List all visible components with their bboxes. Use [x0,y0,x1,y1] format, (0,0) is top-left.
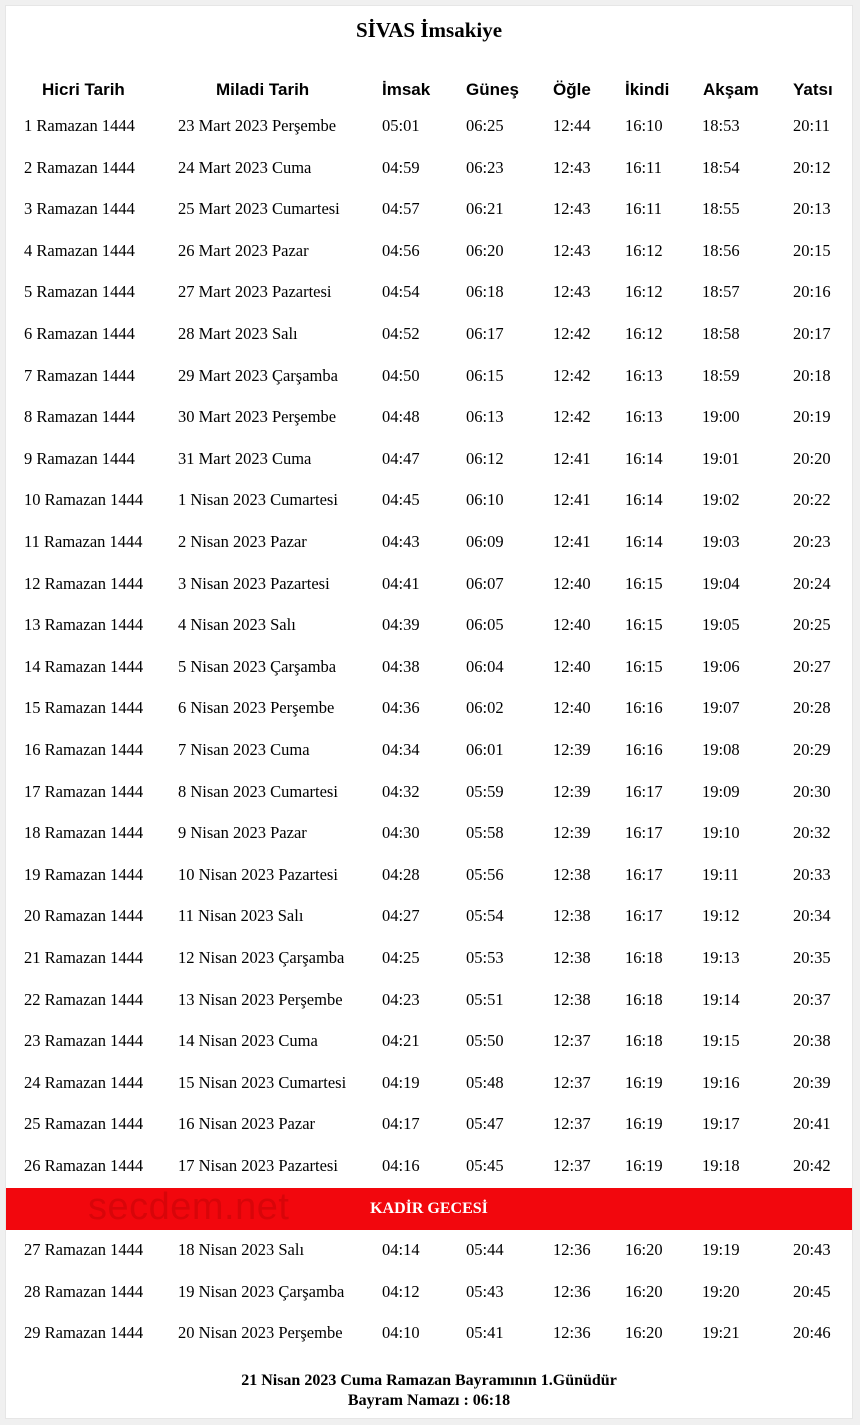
cell-gunes: 06:02 [466,698,504,718]
cell-aksam: 19:09 [702,781,740,801]
cell-yatsi: 20:16 [793,282,831,302]
cell-imsak: 04:47 [382,448,420,468]
cell-hicri-tarih: 21 Ramazan 1444 [24,948,144,967]
cell-aksam: 19:18 [702,1156,740,1175]
cell-miladi-tarih: 9 Nisan 2023 Pazar [178,823,307,843]
cell-yatsi: 20:35 [793,948,831,967]
cell-miladi-tarih: 19 Nisan 2023 Çarşamba [178,1281,345,1301]
cell-aksam: 19:01 [702,448,740,468]
cell-imsak: 04:32 [382,781,420,801]
page-title: SİVAS İmsakiye [355,18,503,42]
cell-hicri-tarih: 11 Ramazan 1444 [24,532,143,551]
cell-miladi-tarih: 18 Nisan 2023 Salı [178,1240,305,1259]
cell-hicri-tarih: 18 Ramazan 1444 [24,823,144,843]
cell-imsak: 04:52 [382,324,420,343]
cell-ikindi: 16:19 [625,1072,663,1092]
cell-ogle: 12:38 [553,906,591,926]
table-row [6,148,852,190]
table-row [6,272,852,314]
cell-miladi-tarih: 4 Nisan 2023 Salı [178,615,296,635]
cell-ogle: 12:39 [553,740,591,759]
table-row [6,1063,852,1105]
cell-yatsi: 20:34 [793,906,831,926]
table-row [6,231,852,273]
cell-ogle: 12:39 [553,781,591,801]
cell-imsak: 04:48 [382,407,420,427]
cell-imsak: 04:41 [382,573,420,593]
cell-hicri-tarih: 3 Ramazan 1444 [24,199,135,219]
cell-yatsi: 20:38 [793,1031,831,1051]
cell-imsak: 04:14 [382,1240,420,1259]
cell-yatsi: 20:12 [793,157,831,177]
cell-miladi-tarih: 16 Nisan 2023 Pazar [178,1114,316,1134]
cell-ogle: 12:39 [553,823,591,843]
table-row [6,106,852,148]
cell-ogle: 12:42 [553,407,591,427]
cell-ogle: 12:37 [553,1031,591,1051]
cell-aksam: 19:11 [702,864,739,884]
header-gunes: Güneş [466,80,519,99]
cell-aksam: 19:06 [702,656,740,676]
table-row [6,813,852,855]
cell-miladi-tarih: 15 Nisan 2023 Cumartesi [178,1072,347,1092]
imsakiye-page [6,6,852,1418]
cell-miladi-tarih: 17 Nisan 2023 Pazartesi [178,1156,338,1175]
cell-miladi-tarih: 20 Nisan 2023 Perşembe [178,1323,343,1343]
cell-hicri-tarih: 6 Ramazan 1444 [24,324,135,343]
cell-hicri-tarih: 12 Ramazan 1444 [24,573,144,593]
cell-hicri-tarih: 19 Ramazan 1444 [24,864,144,884]
header-ikindi: İkindi [625,80,670,99]
cell-aksam: 18:56 [702,240,740,260]
cell-hicri-tarih: 28 Ramazan 1444 [24,1281,144,1301]
cell-aksam: 19:13 [702,948,740,967]
cell-ikindi: 16:15 [625,656,663,676]
cell-ikindi: 16:14 [625,532,663,551]
cell-imsak: 04:25 [382,948,420,967]
cell-ikindi: 16:20 [625,1281,663,1301]
cell-ikindi: 16:20 [625,1240,663,1259]
cell-ikindi: 16:17 [625,906,663,926]
cell-hicri-tarih: 7 Ramazan 1444 [24,365,135,385]
table-row [6,605,852,647]
table-row [6,896,852,938]
cell-hicri-tarih: 8 Ramazan 1444 [24,407,135,427]
cell-gunes: 05:53 [466,948,504,967]
header-hicri-tarih: Hicri Tarih [42,80,125,99]
table-row [6,522,852,564]
cell-miladi-tarih: 31 Mart 2023 Cuma [178,448,312,468]
cell-hicri-tarih: 17 Ramazan 1444 [24,781,144,801]
cell-imsak: 04:30 [382,823,420,843]
cell-yatsi: 20:39 [793,1072,831,1092]
cell-ikindi: 16:18 [625,948,663,967]
cell-ikindi: 16:12 [625,240,663,260]
cell-yatsi: 20:23 [793,532,831,551]
cell-gunes: 06:20 [466,240,504,260]
cell-ikindi: 16:11 [625,199,662,219]
cell-ikindi: 16:13 [625,365,663,385]
cell-hicri-tarih: 16 Ramazan 1444 [24,740,144,759]
cell-aksam: 18:53 [702,116,740,135]
cell-yatsi: 20:22 [793,490,831,510]
cell-yatsi: 20:17 [793,324,831,343]
cell-aksam: 19:15 [702,1031,740,1051]
cell-gunes: 06:13 [466,407,504,427]
cell-gunes: 06:25 [466,116,504,135]
cell-aksam: 18:59 [702,365,740,385]
cell-imsak: 04:45 [382,490,420,510]
cell-ikindi: 16:17 [625,864,663,884]
cell-imsak: 04:50 [382,365,420,385]
cell-ikindi: 16:12 [625,324,663,343]
cell-hicri-tarih: 4 Ramazan 1444 [24,240,135,260]
cell-miladi-tarih: 28 Mart 2023 Salı [178,324,298,343]
cell-yatsi: 20:41 [793,1114,831,1134]
cell-hicri-tarih: 13 Ramazan 1444 [24,615,144,635]
cell-imsak: 04:39 [382,615,420,635]
cell-ogle: 12:40 [553,573,591,593]
table-row [6,480,852,522]
cell-miladi-tarih: 27 Mart 2023 Pazartesi [178,282,332,302]
cell-imsak: 04:16 [382,1156,420,1175]
cell-ogle: 12:41 [553,490,591,510]
cell-aksam: 19:17 [702,1114,740,1134]
cell-yatsi: 20:24 [793,573,831,593]
header-miladi-tarih: Miladi Tarih [216,80,310,99]
cell-gunes: 06:23 [466,157,504,177]
cell-miladi-tarih: 14 Nisan 2023 Cuma [178,1031,318,1051]
cell-yatsi: 20:15 [793,240,831,260]
table-row [6,772,852,814]
cell-ikindi: 16:14 [625,448,663,468]
cell-hicri-tarih: 10 Ramazan 1444 [24,490,144,510]
cell-aksam: 19:14 [702,989,740,1009]
cell-ikindi: 16:16 [625,698,663,718]
cell-imsak: 04:34 [382,740,420,759]
table-row [6,189,852,231]
cell-ogle: 12:43 [553,157,591,177]
cell-aksam: 18:55 [702,199,740,219]
cell-ogle: 12:44 [553,116,591,135]
cell-yatsi: 20:45 [793,1281,831,1301]
cell-aksam: 19:02 [702,490,740,510]
cell-ogle: 12:38 [553,948,591,967]
cell-ogle: 12:37 [553,1072,591,1092]
cell-miladi-tarih: 26 Mart 2023 Pazar [178,240,309,260]
cell-yatsi: 20:43 [793,1240,831,1259]
cell-ogle: 12:43 [553,240,591,260]
cell-gunes: 05:50 [466,1031,504,1051]
cell-gunes: 06:12 [466,448,504,468]
cell-imsak: 04:57 [382,199,420,219]
cell-yatsi: 20:33 [793,864,831,884]
table-row [6,1230,852,1272]
cell-ikindi: 16:19 [625,1114,663,1134]
cell-imsak: 04:23 [382,989,420,1009]
cell-imsak: 05:01 [382,116,420,135]
cell-ikindi: 16:19 [625,1156,663,1175]
cell-yatsi: 20:29 [793,740,831,759]
cell-yatsi: 20:20 [793,448,831,468]
cell-miladi-tarih: 30 Mart 2023 Perşembe [178,407,337,427]
cell-hicri-tarih: 5 Ramazan 1444 [24,282,135,302]
cell-gunes: 05:51 [466,989,504,1009]
table-row [6,397,852,439]
cell-miladi-tarih: 6 Nisan 2023 Perşembe [178,698,335,718]
cell-ogle: 12:41 [553,532,591,551]
cell-miladi-tarih: 29 Mart 2023 Çarşamba [178,365,338,385]
cell-gunes: 06:09 [466,532,504,551]
cell-ogle: 12:36 [553,1240,591,1259]
table-row [6,647,852,689]
header-imsak: İmsak [382,80,431,99]
cell-imsak: 04:27 [382,906,420,926]
cell-yatsi: 20:42 [793,1156,831,1175]
cell-ogle: 12:38 [553,989,591,1009]
cell-gunes: 06:05 [466,615,504,635]
cell-miladi-tarih: 10 Nisan 2023 Pazartesi [178,864,338,884]
cell-gunes: 06:18 [466,282,504,302]
cell-aksam: 19:12 [702,906,740,926]
table-row [6,1021,852,1063]
cell-hicri-tarih: 29 Ramazan 1444 [24,1323,144,1343]
cell-miladi-tarih: 3 Nisan 2023 Pazartesi [178,573,330,593]
cell-ikindi: 16:16 [625,740,663,759]
cell-ikindi: 16:17 [625,781,663,801]
cell-gunes: 05:58 [466,823,504,843]
table-row [6,688,852,730]
cell-ikindi: 16:17 [625,823,663,843]
cell-imsak: 04:19 [382,1072,420,1092]
cell-gunes: 05:43 [466,1281,504,1301]
cell-aksam: 19:03 [702,532,740,551]
cell-hicri-tarih: 25 Ramazan 1444 [24,1114,144,1134]
header-aksam: Akşam [703,80,759,99]
cell-gunes: 06:17 [466,324,504,343]
cell-miladi-tarih: 12 Nisan 2023 Çarşamba [178,948,345,967]
cell-ikindi: 16:13 [625,407,663,427]
cell-miladi-tarih: 11 Nisan 2023 Salı [178,906,304,926]
cell-miladi-tarih: 24 Mart 2023 Cuma [178,157,312,177]
cell-aksam: 18:57 [702,282,740,302]
cell-miladi-tarih: 2 Nisan 2023 Pazar [178,532,307,551]
cell-gunes: 06:07 [466,573,504,593]
kadir-gecesi-banner [6,1188,852,1230]
table-row [6,938,852,980]
cell-ogle: 12:42 [553,324,591,343]
cell-hicri-tarih: 1 Ramazan 1444 [24,116,135,135]
cell-aksam: 19:10 [702,823,740,843]
cell-gunes: 05:54 [466,906,504,926]
table-row [6,1104,852,1146]
cell-yatsi: 20:46 [793,1323,831,1343]
cell-ikindi: 16:11 [625,157,662,177]
cell-ikindi: 16:15 [625,573,663,593]
cell-yatsi: 20:30 [793,781,831,801]
cell-yatsi: 20:28 [793,698,831,718]
cell-gunes: 05:45 [466,1156,504,1175]
cell-yatsi: 20:32 [793,823,831,843]
cell-ogle: 12:40 [553,698,591,718]
table-row [6,439,852,481]
cell-aksam: 19:21 [702,1323,740,1343]
cell-ikindi: 16:10 [625,116,663,135]
cell-imsak: 04:28 [382,864,420,884]
cell-yatsi: 20:19 [793,407,831,427]
bayram-note: 21 Nisan 2023 Cuma Ramazan Bayramının 1.Günüdür [241,1372,617,1389]
cell-hicri-tarih: 24 Ramazan 1444 [24,1072,144,1092]
cell-yatsi: 20:25 [793,615,831,635]
cell-miladi-tarih: 5 Nisan 2023 Çarşamba [178,656,337,676]
cell-imsak: 04:12 [382,1281,420,1301]
cell-ikindi: 16:18 [625,1031,663,1051]
cell-miladi-tarih: 8 Nisan 2023 Cumartesi [178,781,338,801]
cell-ogle: 12:40 [553,615,591,635]
cell-ogle: 12:37 [553,1156,591,1175]
cell-ikindi: 16:14 [625,490,663,510]
cell-aksam: 19:04 [702,573,740,593]
cell-aksam: 19:08 [702,740,740,759]
cell-aksam: 18:58 [702,324,740,343]
cell-ikindi: 16:20 [625,1323,663,1343]
cell-hicri-tarih: 14 Ramazan 1444 [24,656,144,676]
table-row [6,564,852,606]
cell-yatsi: 20:11 [793,116,830,135]
cell-gunes: 05:41 [466,1323,504,1343]
cell-ogle: 12:36 [553,1281,591,1301]
cell-ogle: 12:36 [553,1323,591,1343]
cell-hicri-tarih: 9 Ramazan 1444 [24,448,135,468]
table-row [6,980,852,1022]
cell-ikindi: 16:15 [625,615,663,635]
cell-yatsi: 20:18 [793,365,831,385]
cell-imsak: 04:36 [382,698,420,718]
cell-miladi-tarih: 1 Nisan 2023 Cumartesi [178,490,338,510]
cell-gunes: 05:59 [466,781,504,801]
cell-aksam: 19:20 [702,1281,740,1301]
cell-gunes: 05:47 [466,1114,504,1134]
cell-aksam: 19:00 [702,407,740,427]
cell-imsak: 04:54 [382,282,420,302]
cell-imsak: 04:56 [382,240,420,260]
cell-ikindi: 16:18 [625,989,663,1009]
kadir-gecesi-label: KADİR GECESİ [370,1200,488,1217]
cell-aksam: 19:16 [702,1072,740,1092]
cell-hicri-tarih: 22 Ramazan 1444 [24,989,144,1009]
cell-aksam: 19:19 [702,1240,740,1259]
table-row [6,730,852,772]
table-row [6,1146,852,1188]
cell-gunes: 06:10 [466,490,504,510]
cell-gunes: 05:56 [466,864,504,884]
cell-miladi-tarih: 25 Mart 2023 Cumartesi [178,199,340,219]
cell-imsak: 04:43 [382,532,420,551]
table-row [6,314,852,356]
header-ogle: Öğle [553,80,591,99]
cell-yatsi: 20:13 [793,199,831,219]
cell-imsak: 04:21 [382,1031,420,1051]
cell-miladi-tarih: 7 Nisan 2023 Cuma [178,740,310,759]
cell-imsak: 04:10 [382,1323,420,1343]
table-row [6,855,852,897]
bayram-namazi-time: Bayram Namazı : 06:18 [347,1392,511,1409]
cell-gunes: 06:15 [466,365,504,385]
cell-ogle: 12:38 [553,864,591,884]
cell-hicri-tarih: 27 Ramazan 1444 [24,1240,144,1259]
cell-ogle: 12:40 [553,656,591,676]
cell-aksam: 19:07 [702,698,740,718]
cell-imsak: 04:38 [382,656,420,676]
watermark: secdem.net [88,1186,290,1228]
cell-gunes: 06:21 [466,199,504,219]
table-row [6,1272,852,1314]
cell-gunes: 05:44 [466,1240,504,1259]
cell-hicri-tarih: 2 Ramazan 1444 [24,157,135,177]
cell-ogle: 12:37 [553,1114,591,1134]
cell-yatsi: 20:37 [793,989,831,1009]
cell-gunes: 06:01 [466,740,504,759]
cell-miladi-tarih: 13 Nisan 2023 Perşembe [178,989,343,1009]
cell-aksam: 18:54 [702,157,740,177]
cell-gunes: 05:48 [466,1072,504,1092]
cell-hicri-tarih: 20 Ramazan 1444 [24,906,144,926]
cell-imsak: 04:17 [382,1114,420,1134]
cell-ogle: 12:43 [553,282,591,302]
cell-yatsi: 20:27 [793,656,831,676]
cell-aksam: 19:05 [702,615,740,635]
table-row [6,356,852,398]
cell-hicri-tarih: 15 Ramazan 1444 [24,698,144,718]
cell-ogle: 12:41 [553,448,591,468]
cell-ikindi: 16:12 [625,282,663,302]
cell-imsak: 04:59 [382,157,420,177]
cell-hicri-tarih: 23 Ramazan 1444 [24,1031,144,1051]
cell-gunes: 06:04 [466,656,504,676]
cell-hicri-tarih: 26 Ramazan 1444 [24,1156,144,1175]
table-row [6,1313,852,1355]
cell-ogle: 12:42 [553,365,591,385]
cell-miladi-tarih: 23 Mart 2023 Perşembe [178,116,337,135]
header-yatsi: Yatsı [793,80,833,99]
cell-ogle: 12:43 [553,199,591,219]
